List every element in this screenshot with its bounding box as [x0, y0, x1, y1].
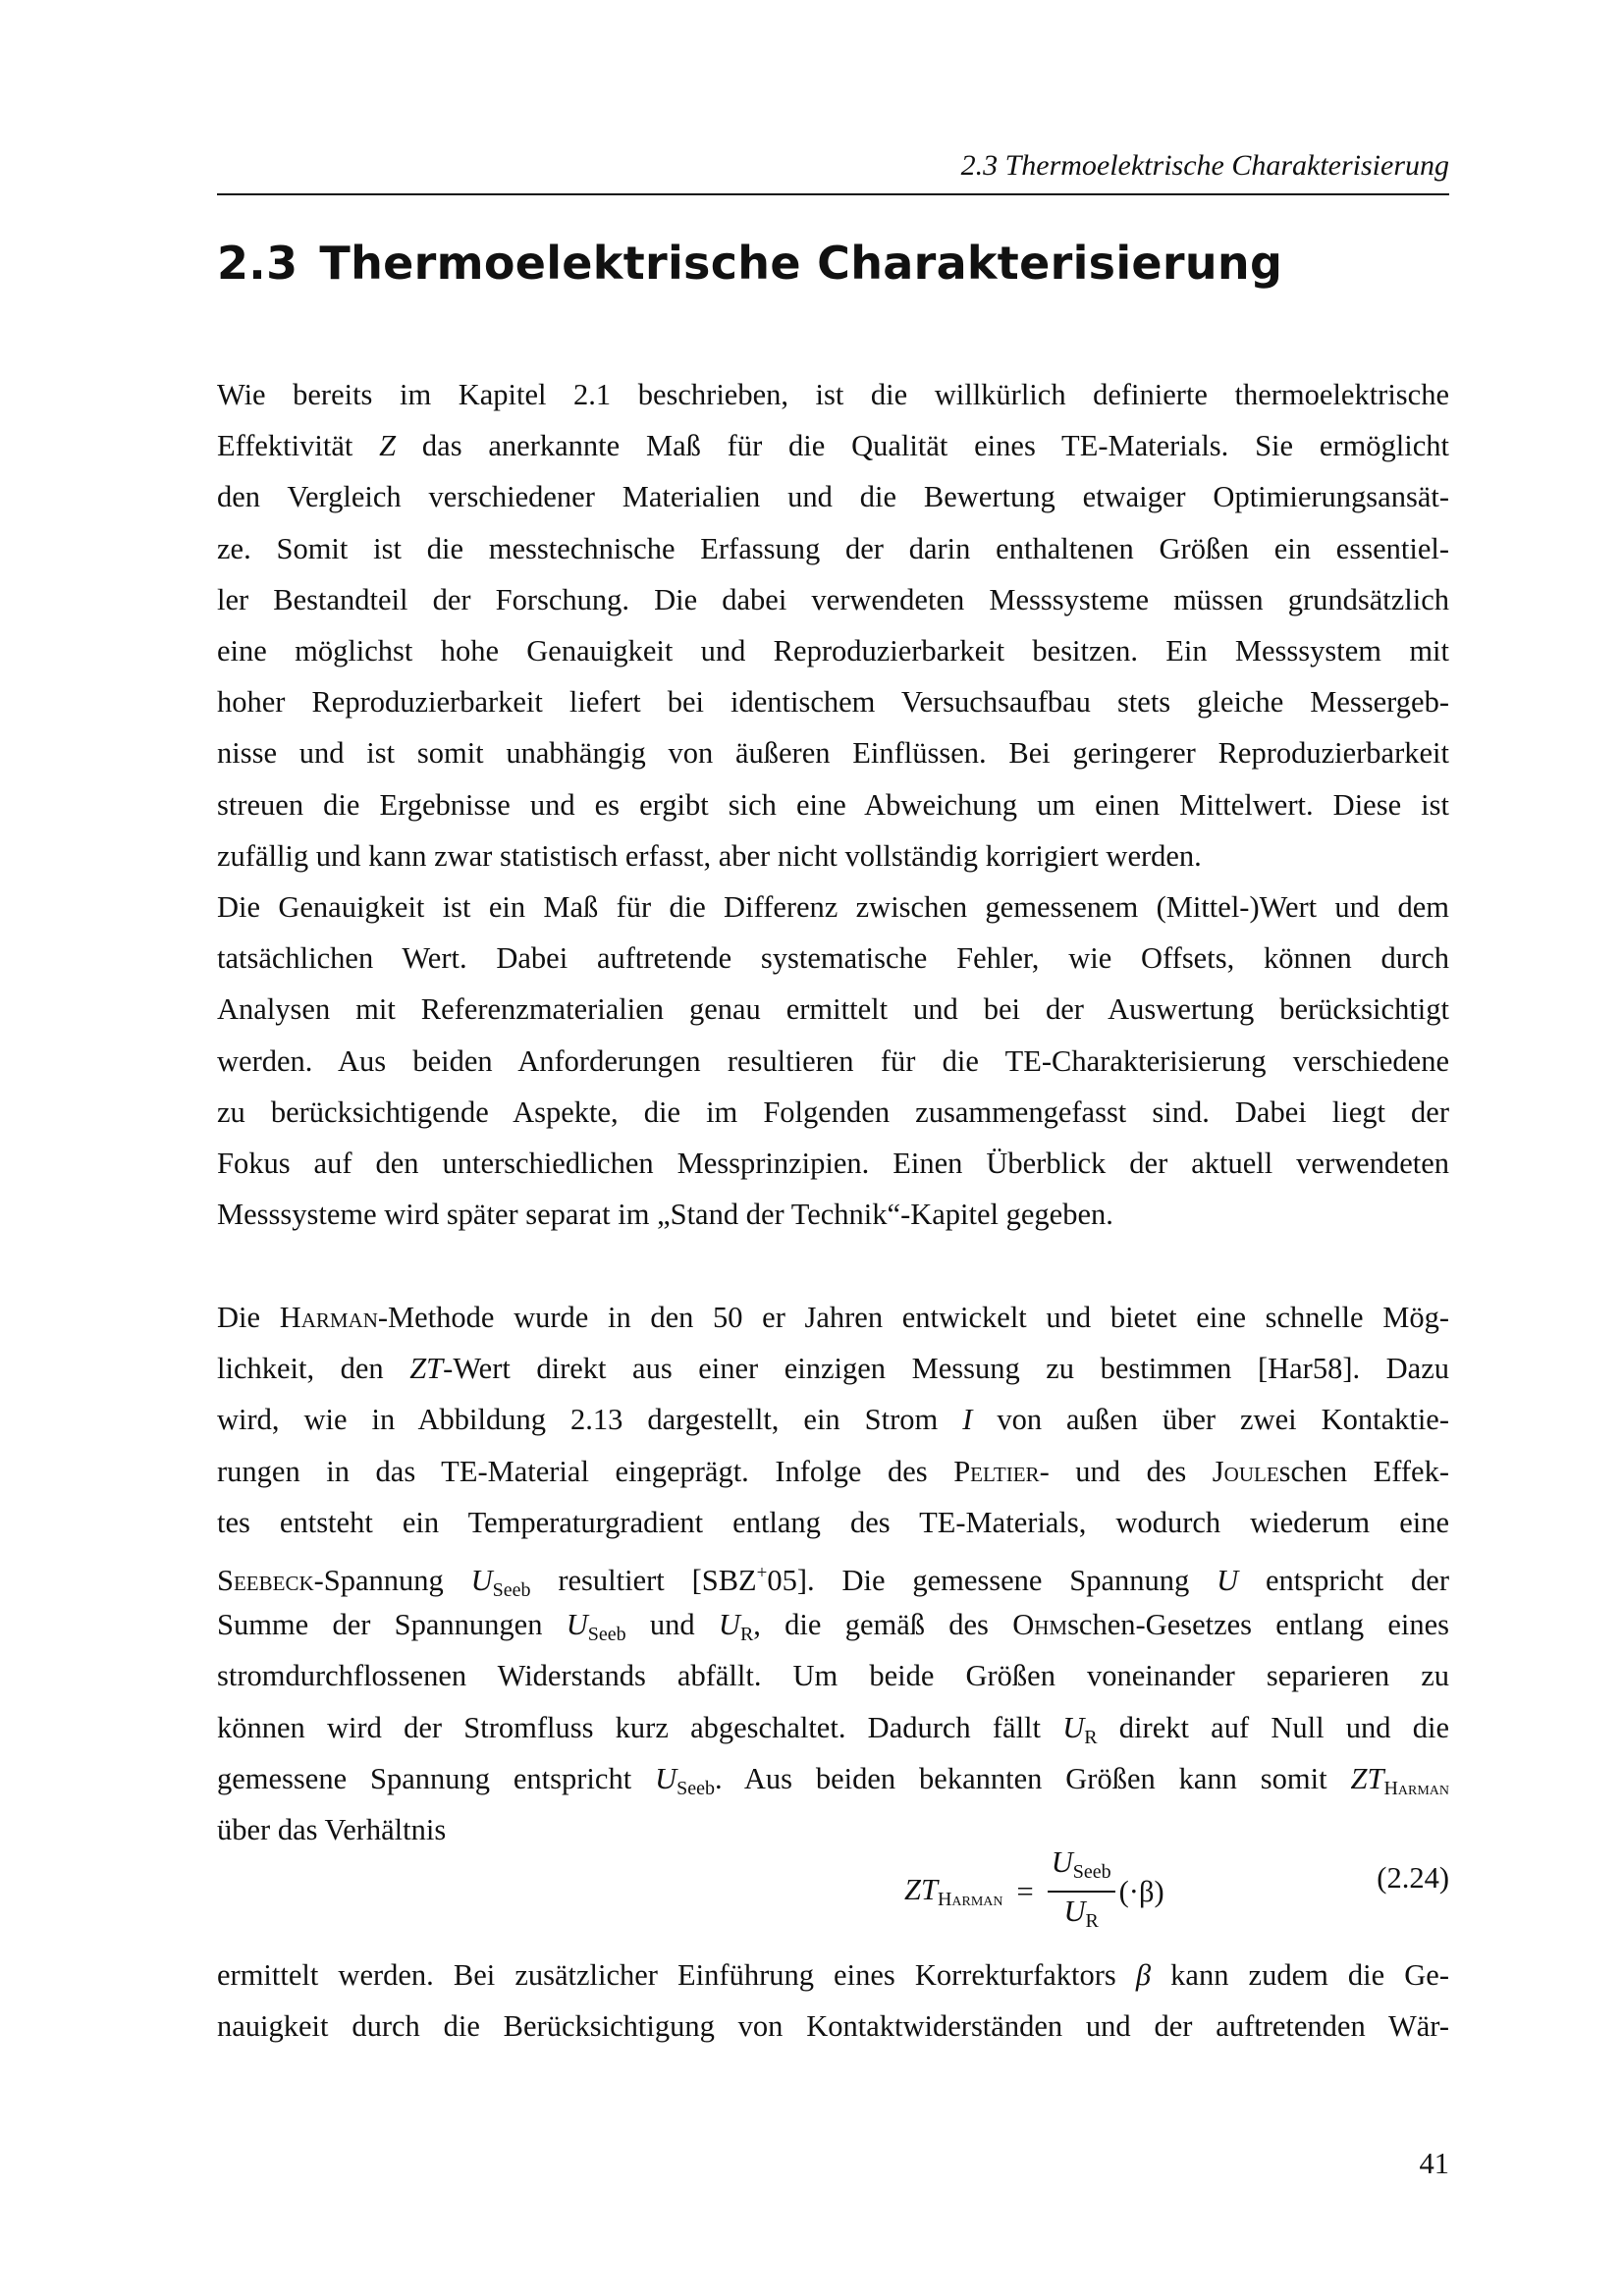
text-line: hoher Reproduzierbarkeit liefert bei identischem Versuchsaufbau stets gleiche Messergeb- — [217, 685, 1449, 720]
text-line: nauigkeit durch die Berücksichtigung von Kontaktwiderständen und der auftretenden Wär- — [217, 2009, 1449, 2044]
text-line: über das Verhältnis — [217, 1812, 447, 1846]
text-line: wird, wie in Abbildung 2.13 dargestellt, ein Strom I von außen über zwei Kontaktie- — [217, 1403, 1449, 1437]
paragraph-1 — [217, 369, 1449, 881]
fraction-denominator: $U_R$ — [1063, 1895, 1099, 1932]
page-number: 41 — [1419, 2147, 1449, 2180]
equation-tail: (·β) — [1118, 1874, 1164, 1908]
text-line: ermittelt werden. Bei zusätzlicher Einführung eines Korrekturfaktors β kann zudem die Ge- — [217, 1958, 1450, 1992]
text-line: Wie bereits im Kapitel 2.1 beschrieben, ist die willkürlich definierte thermoelektrische — [217, 378, 1449, 411]
paragraph-4 — [217, 1949, 1449, 2052]
text-line: tes entsteht ein Temperaturgradient entlang des TE-Materials, wodurch wiederum eine — [217, 1505, 1449, 1539]
header-rule — [217, 193, 1449, 195]
text-line: Effektivität Z das anerkannte Maß für die Qualität eines TE-Materials. Sie ermöglicht — [217, 429, 1449, 463]
text-line: Die Harman-Methode wurde in den 50 er Jahren entwickelt und bietet eine schnelle Mög- — [217, 1301, 1449, 1334]
text-line: Seebeck-Spannung $U_{Seeb}$ resultiert [SBZ+05]. Die gemessene Spannung U entspricht der — [217, 1562, 1449, 1601]
paragraph-2 — [217, 881, 1449, 1240]
text-line: gemessene Spannung entspricht $U_{Seeb}$. Aus beiden bekannten Größen kann somit ZTHarman — [217, 1761, 1449, 1799]
running-head: 2.3 Thermoelektrische Charakterisierung — [960, 149, 1449, 182]
text-line: zufällig und kann zwar statistisch erfasst, aber nicht vollständig korrigiert werden. — [217, 838, 1202, 873]
section-title-text: Thermoelektrische Charakterisierung — [319, 237, 1283, 290]
equation-equals: = — [1016, 1874, 1034, 1908]
fraction-numerator: $U_{Seeb}$ — [1048, 1845, 1115, 1893]
text-line: können wird der Stromfluss kurz abgeschaltet. Dadurch fällt $U_R$ direkt auf Null und die — [217, 1710, 1449, 1748]
text-line: ler Bestandteil der Forschung. Die dabei verwendeten Messsysteme müssen grundsätzlich — [217, 582, 1449, 616]
equation-body — [904, 1845, 1164, 1938]
text-line: lichkeit, den ZT-Wert direkt aus einer einzigen Messung zu bestimmen [Har58]. Dazu — [217, 1352, 1450, 1386]
equation-2-24 — [217, 1828, 1449, 1936]
section-title — [217, 234, 1449, 293]
text-line: Fokus auf den unterschiedlichen Messprinzipien. Einen Überblick der aktuell verwendeten — [217, 1146, 1449, 1180]
equation-lhs: ZTHarman — [904, 1872, 1003, 1910]
section-number: 2.3 — [217, 237, 298, 290]
text-line: Analysen mit Referenzmaterialien genau ermittelt und bei der Auswertung berücksichtigt — [217, 992, 1449, 1027]
equation-fraction — [1048, 1845, 1115, 1938]
text-line: zu berücksichtigende Aspekte, die im Folgenden zusammengefasst sind. Dabei liegt der — [217, 1095, 1449, 1129]
text-line: eine möglichst hohe Genauigkeit und Reproduzierbarkeit besitzen. Ein Messsystem mit — [217, 633, 1449, 667]
text-line: nisse und ist somit unabhängig von äußeren Einflüssen. Bei geringerer Reproduzierbarkeit — [217, 736, 1449, 771]
text-line: Summe der Spannungen $U_{Seeb}$ und $U_R$, die gemäß des Ohmschen-Gesetzes entlang eines — [217, 1608, 1450, 1646]
equation-number: (2.24) — [1377, 1861, 1449, 1895]
text-line: Die Genauigkeit ist ein Maß für die Differenz zwischen gemessenem (Mittel-)Wert und dem — [217, 890, 1449, 924]
text-line: den Vergleich verschiedener Materialien und die Bewertung etwaiger Optimierungsansät- — [217, 480, 1449, 514]
text-line: ze. Somit ist die messtechnische Erfassung der darin enthaltenen Größen ein essentiel- — [217, 531, 1449, 565]
paragraph-3 — [217, 1292, 1449, 1855]
text-line: werden. Aus beiden Anforderungen resultieren für die TE-Charakterisierung verschiedene — [217, 1043, 1449, 1078]
text-line: tatsächlichen Wert. Dabei auftretende systematische Fehler, wie Offsets, können durch — [217, 941, 1449, 976]
text-line: Messsysteme wird später separat im „Stand der Technik“-Kapitel gegeben. — [217, 1198, 1113, 1232]
text-line: stromdurchflossenen Widerstands abfällt. Um beide Größen voneinander separieren zu — [217, 1659, 1449, 1693]
text-line: streuen die Ergebnisse und es ergibt sich eine Abweichung um einen Mittelwert. Diese ist — [217, 787, 1449, 822]
text-line: rungen in das TE-Material eingeprägt. Infolge des Peltier- und des Jouleschen Effek- — [217, 1454, 1449, 1488]
